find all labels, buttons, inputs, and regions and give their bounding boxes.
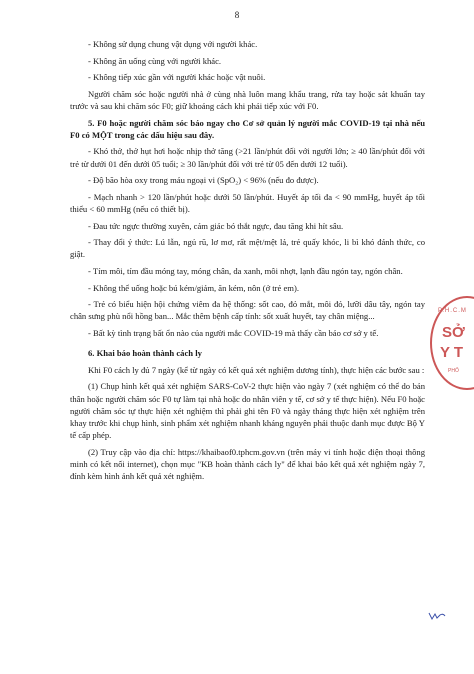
stamp-text: SỞ (442, 324, 465, 341)
paragraph: Người chăm sóc hoặc người nhà ở cùng nhà luôn mang khẩu trang, rửa tay hoặc sát khuẩn tay trước và sau khi chăm sóc F0; giữ khoảng cách khi phải tiếp xúc với F0. (70, 88, 425, 111)
list-item: - Bất kỳ tình trạng bất ổn nào của người mắc COVID-19 mà thấy cần báo cơ sở y tế. (88, 327, 379, 338)
paragraph: (1) Chụp hình kết quả xét nghiệm SARS-CoV-2 thực hiện vào ngày 7 (xét nghiệm có thể do bản thân hoặc người chăm sóc F0 tự làm tại nhà hoặc do nhân viên y tế, cơ sở y tế thực hiện). Nếu F0 hoặc người chăm sóc tự thực hiện xét nghiệm thì phải ghi tên F0 và ngày tháng thực hiện xét nghiệm trên khay trước khi chụp hình, sinh phẩm xét nghiệm nhanh kháng nguyên phải thuộc danh mục được Bộ Y tế cấp phép. (70, 381, 425, 441)
section-heading-5: 5. F0 hoặc người chăm sóc báo ngay cho Cơ sở quản lý người mắc COVID-19 tại nhà nếu F0 có MỘT trong các dấu hiệu sau đây. (70, 117, 425, 140)
paragraph: Khi F0 cách ly đủ 7 ngày (kể từ ngày có kết quả xét nghiệm dương tính), thực hiện các bước sau : (88, 364, 425, 375)
signature-mark (428, 610, 446, 622)
list-item: - Trẻ có biểu hiện hội chứng viêm đa hệ thống: sốt cao, đỏ mắt, môi đỏ, lưỡi dâu tây, ngón tay chân sưng phù nổi hồng ban... Mắc thêm bệnh cấp tính: sốt xuất huyết, tay chân miệng... (70, 299, 425, 322)
document-body (70, 38, 425, 487)
list-item: - Không ăn uống cùng với người khác. (88, 55, 222, 66)
stamp-text: P.H.C.M (438, 308, 467, 314)
list-item: - Không tiếp xúc gần với người khác hoặc vật nuôi. (88, 72, 266, 83)
list-item: - Khó thở, thở hụt hơi hoặc nhịp thở tăng (>21 lần/phút đối với người lớn; ≥ 40 lần/phút đối với trẻ từ dưới 01 đến dưới 05 tuổi; ≥ 30 lần/phút đối với trẻ từ 05 đến dưới 12 tuổi). (70, 146, 425, 169)
stamp-text: Y T (440, 344, 464, 361)
list-item: - Độ bão hòa oxy trong máu ngoại vi (SpO₂) < 96% (nếu đo được). (88, 175, 319, 186)
list-item: - Đau tức ngực thường xuyên, cảm giác bó thắt ngực, đau tăng khi hít sâu. (88, 220, 344, 231)
list-item: - Tím môi, tím đầu móng tay, móng chân, da xanh, môi nhợt, lạnh đầu ngón tay, ngón chân. (88, 265, 403, 276)
stamp-text: PHỐ (448, 368, 459, 374)
section-heading-6: 6. Khai báo hoàn thành cách ly (88, 348, 202, 359)
paragraph: (2) Truy cập vào địa chỉ: https://khaibaof0.tphcm.gov.vn (trên máy vi tính hoặc điện thoại thông minh có kết nối internet), chọn mục "KB hoàn thành cách ly" để khai báo kết quả xét nghiệm ngày 7, đính kèm hình ảnh kết quả xét nghiệm. (70, 446, 425, 482)
list-item: - Thay đổi ý thức: Lú lẫn, ngủ rũ, lơ mơ, rất mệt/mệt lả, trẻ quấy khóc, li bì khó đánh thức, co giật. (70, 237, 425, 260)
page-number: 8 (234, 10, 240, 20)
list-item: - Không thể uống hoặc bú kém/giảm, ăn kém, nôn (ở trẻ em). (88, 282, 299, 293)
official-stamp (430, 296, 474, 390)
list-item: - Không sử dụng chung vật dụng với người khác. (88, 39, 258, 49)
list-item: - Mạch nhanh > 120 lần/phút hoặc dưới 50 lần/phút. Huyết áp tối đa < 90 mmHg, huyết áp tối thiểu < 60 mmHg (nếu có thiết bị). (70, 191, 425, 214)
